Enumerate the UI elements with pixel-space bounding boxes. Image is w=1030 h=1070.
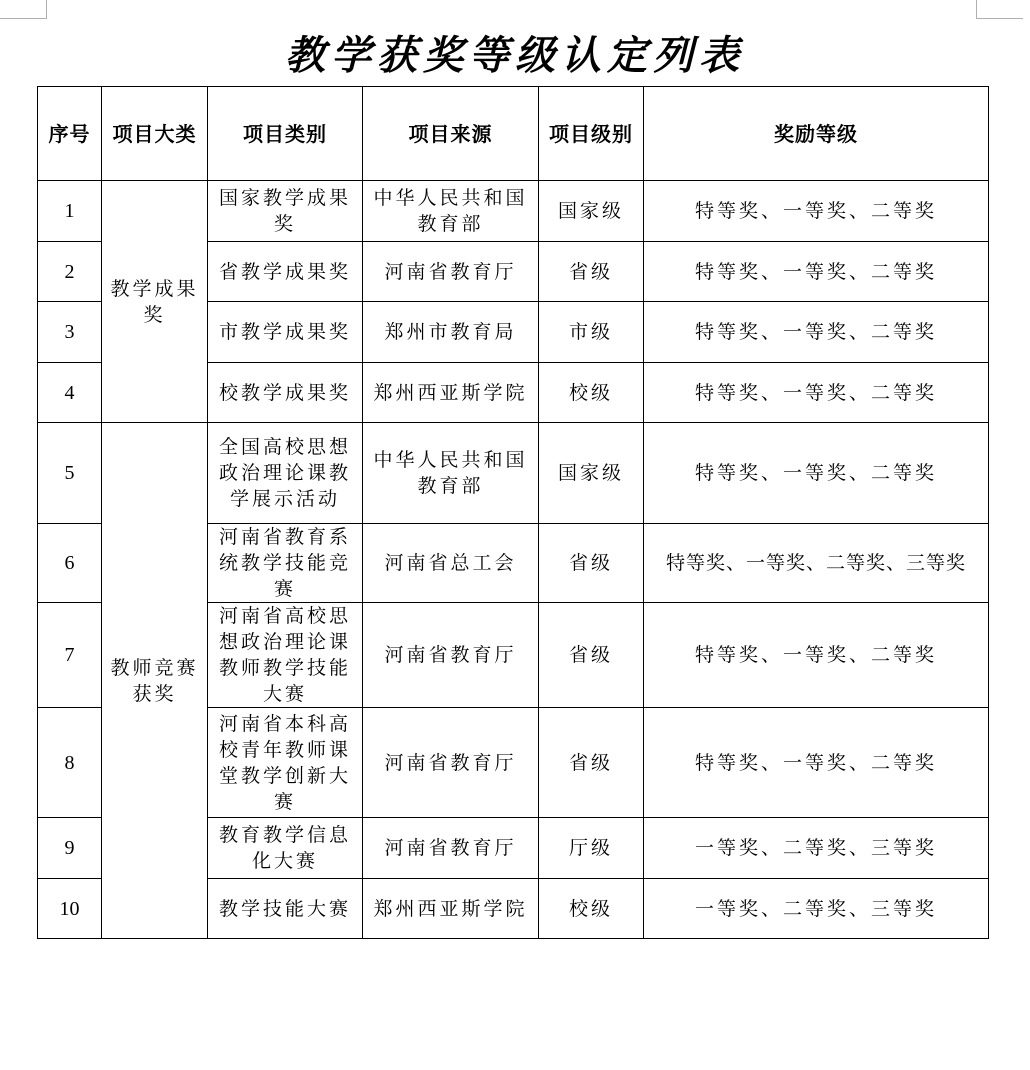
- source-cell: 河南省总工会: [363, 524, 539, 603]
- table-header-row: [38, 87, 989, 181]
- level-cell: 校级: [539, 879, 644, 939]
- header-project-source: 项目来源: [363, 87, 539, 181]
- award-level-table: [37, 86, 989, 939]
- source-cell: 河南省教育厅: [363, 242, 539, 302]
- award-cell: 特等奖、一等奖、二等奖: [644, 603, 989, 708]
- source-cell: 郑州市教育局: [363, 302, 539, 363]
- table-row: [38, 181, 989, 242]
- type-cell: 国家教学成果奖: [208, 181, 363, 242]
- award-cell: 特等奖、一等奖、二等奖: [644, 242, 989, 302]
- table-row: [38, 423, 989, 524]
- category-cell: 教学成果奖: [102, 181, 208, 423]
- award-cell: 特等奖、一等奖、二等奖、三等奖: [644, 524, 989, 603]
- header-serial-number: 序号: [38, 87, 102, 181]
- award-cell: 一等奖、二等奖、三等奖: [644, 818, 989, 879]
- type-cell: 省教学成果奖: [208, 242, 363, 302]
- level-cell: 省级: [539, 242, 644, 302]
- row-number: 3: [38, 302, 102, 363]
- level-cell: 省级: [539, 708, 644, 818]
- level-cell: 省级: [539, 524, 644, 603]
- award-cell: 特等奖、一等奖、二等奖: [644, 181, 989, 242]
- award-cell: 特等奖、一等奖、二等奖: [644, 302, 989, 363]
- category-cell: 教师竞赛获奖: [102, 423, 208, 939]
- page-corner-mark-right: [976, 0, 1023, 19]
- source-cell: 河南省教育厅: [363, 818, 539, 879]
- type-cell: 河南省教育系统教学技能竞赛: [208, 524, 363, 603]
- award-cell: 特等奖、一等奖、二等奖: [644, 363, 989, 423]
- award-cell: 一等奖、二等奖、三等奖: [644, 879, 989, 939]
- source-cell: 河南省教育厅: [363, 603, 539, 708]
- row-number: 8: [38, 708, 102, 818]
- source-cell: 中华人民共和国教育部: [363, 423, 539, 524]
- page-corner-mark-left: [0, 0, 47, 19]
- document-title: 教学获奖等级认定列表: [285, 32, 745, 79]
- type-cell: 校教学成果奖: [208, 363, 363, 423]
- row-number: 1: [38, 181, 102, 242]
- row-number: 7: [38, 603, 102, 708]
- source-cell: 郑州西亚斯学院: [363, 879, 539, 939]
- level-cell: 市级: [539, 302, 644, 363]
- source-cell: 郑州西亚斯学院: [363, 363, 539, 423]
- level-cell: 省级: [539, 603, 644, 708]
- type-cell: 全国高校思想政治理论课教学展示活动: [208, 423, 363, 524]
- level-cell: 国家级: [539, 423, 644, 524]
- row-number: 10: [38, 879, 102, 939]
- source-cell: 中华人民共和国教育部: [363, 181, 539, 242]
- row-number: 9: [38, 818, 102, 879]
- type-cell: 河南省高校思想政治理论课教师教学技能大赛: [208, 603, 363, 708]
- row-number: 4: [38, 363, 102, 423]
- award-cell: 特等奖、一等奖、二等奖: [644, 708, 989, 818]
- header-project-category: 项目大类: [102, 87, 208, 181]
- type-cell: 市教学成果奖: [208, 302, 363, 363]
- header-award-grade: 奖励等级: [644, 87, 989, 181]
- header-project-type: 项目类别: [208, 87, 363, 181]
- level-cell: 国家级: [539, 181, 644, 242]
- row-number: 2: [38, 242, 102, 302]
- source-cell: 河南省教育厅: [363, 708, 539, 818]
- header-project-level: 项目级别: [539, 87, 644, 181]
- award-cell: 特等奖、一等奖、二等奖: [644, 423, 989, 524]
- type-cell: 河南省本科高校青年教师课堂教学创新大赛: [208, 708, 363, 818]
- level-cell: 厅级: [539, 818, 644, 879]
- type-cell: 教育教学信息化大赛: [208, 818, 363, 879]
- row-number: 5: [38, 423, 102, 524]
- level-cell: 校级: [539, 363, 644, 423]
- type-cell: 教学技能大赛: [208, 879, 363, 939]
- row-number: 6: [38, 524, 102, 603]
